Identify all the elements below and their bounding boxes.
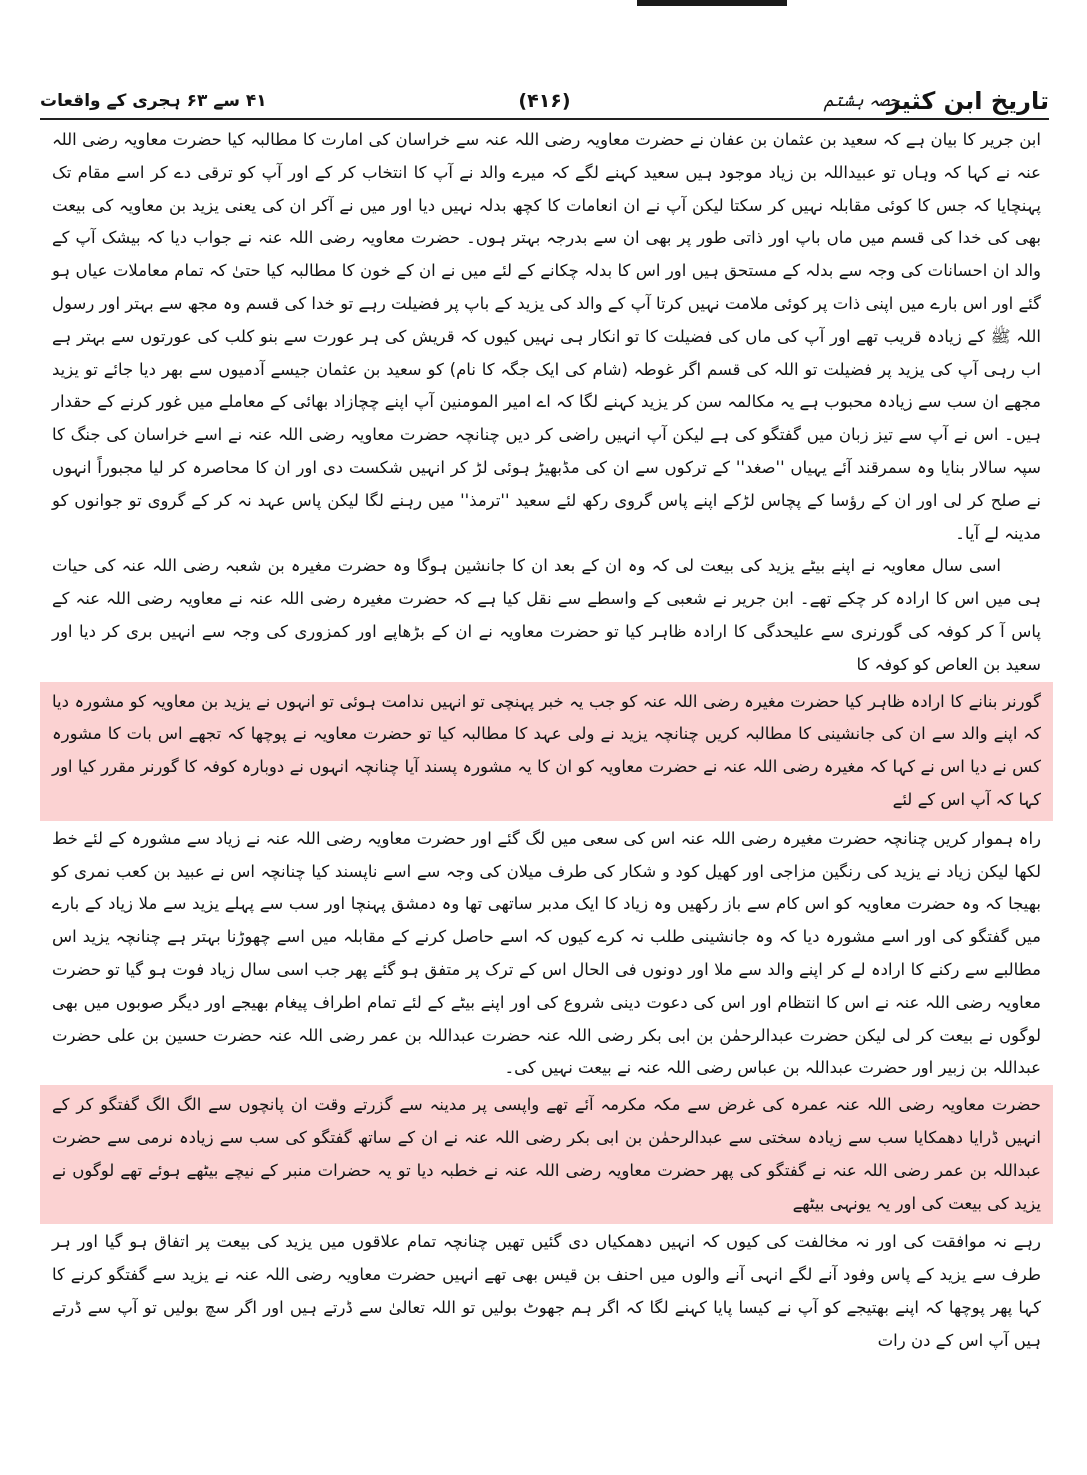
page-header bbox=[40, 84, 1049, 118]
top-edge-mark bbox=[637, 0, 787, 6]
chapter-title: ۴۱ سے ۶۳ ہجری کے واقعات bbox=[40, 91, 267, 111]
paragraph-4: راہ ہموار کریں چنانچہ حضرت مغیرہ رضی اللہ عنہ اس کی سعی میں لگ گئے اور حضرت معاویہ رضی اللہ عنہ نے زیاد سے مشورہ کے لئے خط لکھا لیکن زیاد نے یزید کی رنگین مزاجی اور کھیل کود و شکار کی طرف میلان کی وجہ سے اسے ناپسند کیا چنانچہ اس نے عبید بن کعب نمری کو بھیجا کہ وہ حضرت معاویہ کو اس کام سے باز رکھیں وہ زیاد کا ایک مدبر ساتھی تھا وہ دمشق پہنچا اور سب سے پہلے یزید سے ملا زیاد کے بارے میں گفتگو کی اور اسے مشورہ دیا کہ وہ جانشینی طلب نہ کرے کیوں کہ اسے حاصل کرنے کے مقابلہ میں اسے چھوڑنا بہتر ہے چنانچہ یزید اس مطالبے سے رکنے کا ارادہ لے کر اپنے والد سے ملا اور دونوں فی الحال اس کے ترک پر متفق ہو گئے پھر جب اسی سال زیاد فوت ہو گیا تو حضرت معاویہ رضی اللہ عنہ نے اس کا انتظام اور اس کی دعوت دینی شروع کی اور اپنے بیٹے کے لئے تمام اطراف پیغام بھیجے اور دیگر صوبوں میں بھی لوگوں نے بیعت کر لی لیکن حضرت عبدالرحمٰن بن ابی بکر رضی اللہ عنہ حضرت عبداللہ بن عمر رضی اللہ عنہ حضرت حسین بن علی حضرت عبداللہ بن زبیر اور حضرت عبداللہ بن عباس رضی اللہ عنہ نے بیعت نہیں کی۔ bbox=[52, 828, 1041, 1078]
highlighted-paragraph-3: گورنر بنانے کا ارادہ ظاہر کیا حضرت مغیرہ رضی اللہ عنہ کو جب یہ خبر پہنچی تو انہیں ندامت ہوئی تو انہوں نے یزید بن معاویہ کو مشورہ دیا کہ اپنے والد سے ان کی جانشینی کا مطالبہ کریں چنانچہ یزید نے ولی عہد کا مطالبہ کیا تو حضرت معاویہ نے پوچھا کہ تجھے اس بات کا مشورہ کس نے دیا اس نے کہا کہ مغیرہ رضی اللہ عنہ نے حضرت معاویہ کو ان کا یہ مشورہ پسند آیا چنانچہ انہوں نے دوبارہ کوفہ کا گورنر مقرر کیا اور کہا کہ آپ اس کے لئے bbox=[40, 682, 1053, 821]
page-body bbox=[52, 124, 1041, 1357]
highlighted-paragraph-5: حضرت معاویہ رضی اللہ عنہ عمرہ کی غرض سے مکہ مکرمہ آئے تھے واپسی پر مدینہ سے گزرتے وقت ان پانچوں سے الگ الگ گفتگو کر کے انہیں ڈرایا دھمکایا سب سے زیادہ سختی سے عبدالرحمٰن بن ابی بکر رضی اللہ عنہ نے ان کے ساتھ گفتگو کی سب سے زیادہ نرمی سے حضرت عبداللہ بن عمر رضی اللہ عنہ نے گفتگو کی پھر حضرت معاویہ رضی اللہ عنہ نے خطبہ دیا تو یہ حضرات منبر کے نیچے بیٹھے ہوئے تھے لوگوں نے یزید کی بیعت کی اور یہ یونہی بیٹھے bbox=[40, 1085, 1053, 1224]
paragraph-2: اسی سال معاویہ نے اپنے بیٹے یزید کی بیعت لی کہ وہ ان کے بعد ان کا جانشین ہوگا وہ حضرت مغیرہ بن شعبہ رضی اللہ عنہ کی حیات ہی میں اس کا ارادہ کر چکے تھے۔ ابن جریر نے شعبی کے واسطے سے نقل کیا ہے کہ حضرت مغیرہ رضی اللہ عنہ نے معاویہ رضی اللہ عنہ کے پاس آ کر کوفہ کی گورنری سے علیحدگی کا ارادہ ظاہر کیا تو حضرت معاویہ نے ان کے بڑھاپے اور کمزوری کی وجہ سے انہیں بری کر دیا اور سعید بن العاص کو کوفہ کا bbox=[52, 556, 1041, 674]
paragraph-6: رہے نہ موافقت کی اور نہ مخالفت کی کیوں کہ انہیں دھمکیاں دی گئیں تھیں چنانچہ تمام علاقوں میں یزید کی بیعت پر اتفاق ہو گیا اور ہر طرف سے یزید کے پاس وفود آنے لگے انہی آنے والوں میں احنف بن قیس بھی تھے انہیں حضرت معاویہ رضی اللہ عنہ نے یزید سے گفتگو کرنے کا کہا پھر پوچھا کہ اپنے بھتیجے کو آپ نے کیسا پایا کہنے لگا کہ اگر ہم جھوٹ بولیں تو اللہ تعالیٰ سے ڈرتے ہیں اور اگر سچ بولیں تو آپ سے ڈرتے ہیں آپ اس کے دن رات bbox=[52, 1232, 1041, 1350]
book-title: تاریخ ابن کثیر bbox=[886, 87, 1049, 115]
part-label: حصہ ہشتم bbox=[823, 91, 899, 111]
header-rule bbox=[40, 118, 1049, 120]
page-number: (۴۱۶) bbox=[518, 90, 571, 112]
paragraph-1: ابن جریر کا بیان ہے کہ سعید بن عثمان بن عفان نے حضرت معاویہ رضی اللہ عنہ سے خراسان کی امارت کا مطالبہ کیا حضرت معاویہ رضی اللہ عنہ نے کہا کہ وہاں تو عبیداللہ بن زیاد موجود ہیں سعید کہنے لگے کہ میرے والد نے آپ کا انتخاب کر کے اور آپ کو ترقی دے کر اسے مقام تک پہنچایا کہ جس کا کوئی مقابلہ نہیں کر سکتا لیکن آپ نے ان انعامات کا کچھ بدلہ نہیں دیا اور میں نے آکر ان کی یعنی یزید بن معاویہ کی بیعت بھی کی خدا کی قسم میں ماں باپ اور ذاتی طور پر بھی ان سے بدرجہ بہتر ہوں۔ حضرت معاویہ رضی اللہ عنہ نے جواب دیا کہ بیشک آپ کے والد ان احسانات کی وجہ سے بدلہ کے مستحق ہیں اور اس کا بدلہ چکانے کے لئے میں نے ان کے خون کا مطالبہ کیا حتیٰ کہ تمام معاملات عیاں ہو گئے اور اس بارے میں اپنی ذات پر کوئی ملامت نہیں کرتا آپ کے والد کی یزید کے باپ پر فضیلت رہے تو خدا کی قسم وہ مجھ سے بہتر اور رسول اللہ ﷺ کے زیادہ قریب تھے اور آپ کی ماں کی فضیلت کا تو انکار ہی نہیں کیوں کہ قریش کی ہر عورت سے بنو کلب کی عورتوں سے بہتر ہے اب رہی آپ کی یزید پر فضیلت تو اللہ کی قسم اگر غوطہ (شام کی ایک جگہ کا نام) کو سعید بن عثمان جیسے آدمیوں سے بھر دیا جائے تو یزید مجھے ان سب سے زیادہ محبوب ہے یہ مکالمہ سن کر یزید کہنے لگا کہ اے امیر المومنین آپ اپنے چچازاد بھائی کے معاملے میں غور کرنے کے حقدار ہیں۔ اس نے آپ سے تیز زبان میں گفتگو کی ہے لیکن آپ انہیں راضی کر دیں چنانچہ حضرت معاویہ رضی اللہ عنہ نے اسے خراسان کی جنگ کا سپہ سالار بنایا وہ سمرقند آئے یہیاں ''صغد'' کے ترکوں سے ان کی مڈبھیڑ ہوئی لڑ کر انہیں شکست دی اور ان کا محاصرہ کر لیا مجبوراً انہوں نے صلح کر لی اور ان کے رؤسا کے پچاس لڑکے اپنے پاس گروی رکھ لئے سعید ''ترمذ'' میں رہنے لگا لیکن پاس عہد نہ کر کے گروی تو جوانوں کو مدینہ لے آیا۔ bbox=[52, 130, 1041, 543]
